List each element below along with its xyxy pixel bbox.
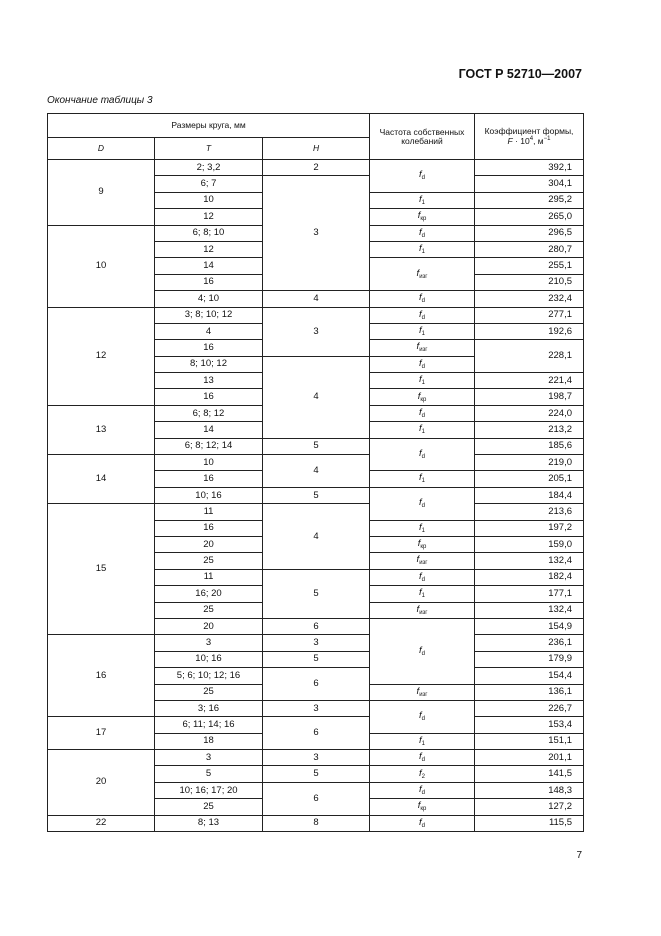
cell-d: 9	[48, 160, 155, 226]
cell-coef: 219,0	[475, 455, 584, 471]
cell-freq: $f_{кр}$	[370, 209, 475, 225]
cell-coef: 115,5	[475, 815, 584, 831]
cell-coef: 201,1	[475, 750, 584, 766]
cell-t: 12	[155, 241, 263, 257]
cell-coef: 177,1	[475, 586, 584, 602]
cell-t: 8; 13	[155, 815, 263, 831]
cell-freq: $f_1$	[370, 422, 475, 438]
cell-freq: $f_1$	[370, 323, 475, 339]
cell-t: 4	[155, 323, 263, 339]
cell-t: 10; 16	[155, 651, 263, 667]
header-shape-coefficient: Коэффициент формы, $F \cdot 10^4$, $м^{-1}$	[475, 114, 584, 160]
cell-coef: 255,1	[475, 258, 584, 274]
cell-coef: 132,4	[475, 553, 584, 569]
cell-freq: $f_1$	[370, 471, 475, 487]
cell-d: 16	[48, 635, 155, 717]
cell-h: 4	[263, 356, 370, 438]
cell-freq: $f_1$	[370, 373, 475, 389]
cell-coef: 192,6	[475, 323, 584, 339]
table-row	[48, 635, 584, 651]
cell-d: 20	[48, 750, 155, 816]
cell-coef: 210,5	[475, 274, 584, 290]
cell-coef: 197,2	[475, 520, 584, 536]
cell-coef: 179,9	[475, 651, 584, 667]
cell-freq: $f_d$	[370, 569, 475, 585]
cell-freq: $f_{кр}$	[370, 799, 475, 815]
cell-t: 16; 20	[155, 586, 263, 602]
cell-coef: 224,0	[475, 405, 584, 421]
cell-coef: 184,4	[475, 487, 584, 503]
header-h: H	[263, 138, 370, 160]
cell-h: 3	[263, 700, 370, 716]
cell-t: 16	[155, 389, 263, 405]
header-frequency: Частота собственных колебаний	[370, 114, 475, 160]
cell-coef: 159,0	[475, 536, 584, 552]
cell-h: 5	[263, 438, 370, 454]
cell-t: 25	[155, 799, 263, 815]
cell-t: 16	[155, 520, 263, 536]
cell-d: 12	[48, 307, 155, 405]
cell-coef: 205,1	[475, 471, 584, 487]
cell-coef: 182,4	[475, 569, 584, 585]
document-code: ГОСТ Р 52710—2007	[458, 67, 582, 81]
cell-t: 18	[155, 733, 263, 749]
cell-coef: 148,3	[475, 782, 584, 798]
table-row	[48, 717, 584, 733]
cell-coef: 154,9	[475, 618, 584, 634]
dimensions-table	[47, 113, 584, 832]
cell-t: 14	[155, 258, 263, 274]
cell-coef: 153,4	[475, 717, 584, 733]
cell-freq: $f_1$	[370, 520, 475, 536]
cell-freq: $f_1$	[370, 192, 475, 208]
cell-coef: 141,5	[475, 766, 584, 782]
cell-freq: $f_d$	[370, 750, 475, 766]
cell-freq: $f_d$	[370, 618, 475, 684]
cell-h: 4	[263, 504, 370, 570]
cell-t: 6; 8; 12; 14	[155, 438, 263, 454]
cell-h: 3	[263, 750, 370, 766]
cell-h: 2	[263, 160, 370, 176]
header-d: D	[48, 138, 155, 160]
cell-t: 25	[155, 553, 263, 569]
cell-coef: 154,4	[475, 668, 584, 684]
cell-t: 13	[155, 373, 263, 389]
cell-freq: $f_{изг}$	[370, 340, 475, 356]
table-row	[48, 307, 584, 323]
cell-t: 6; 8; 12	[155, 405, 263, 421]
header-dimensions-group: Размеры круга, мм	[48, 114, 370, 138]
page-number: 7	[576, 850, 582, 861]
cell-freq: $f_d$	[370, 438, 475, 471]
cell-t: 12	[155, 209, 263, 225]
cell-d: 10	[48, 225, 155, 307]
cell-coef: 295,2	[475, 192, 584, 208]
cell-freq: $f_d$	[370, 160, 475, 193]
cell-t: 20	[155, 618, 263, 634]
cell-freq: $f_d$	[370, 356, 475, 372]
cell-coef: 221,4	[475, 373, 584, 389]
cell-freq: $f_d$	[370, 307, 475, 323]
cell-coef: 151,1	[475, 733, 584, 749]
cell-freq: $f_1$	[370, 586, 475, 602]
cell-coef: 236,1	[475, 635, 584, 651]
cell-t: 3	[155, 635, 263, 651]
cell-h: 5	[263, 569, 370, 618]
cell-d: 15	[48, 504, 155, 635]
cell-t: 6; 7	[155, 176, 263, 192]
cell-freq: $f_{изг}$	[370, 553, 475, 569]
cell-t: 16	[155, 340, 263, 356]
cell-freq: $f_1$	[370, 733, 475, 749]
cell-freq: $f_d$	[370, 782, 475, 798]
cell-t: 5; 6; 10; 12; 16	[155, 668, 263, 684]
cell-t: 11	[155, 569, 263, 585]
cell-h: 4	[263, 455, 370, 488]
table-row	[48, 750, 584, 766]
cell-coef: 280,7	[475, 241, 584, 257]
cell-coef: 232,4	[475, 291, 584, 307]
cell-h: 5	[263, 487, 370, 503]
cell-t: 16	[155, 471, 263, 487]
table-row	[48, 815, 584, 831]
cell-h: 8	[263, 815, 370, 831]
table-row	[48, 455, 584, 471]
cell-d: 14	[48, 455, 155, 504]
cell-freq: $f_{изг}$	[370, 258, 475, 291]
cell-coef: 213,6	[475, 504, 584, 520]
cell-freq: $f_2$	[370, 766, 475, 782]
cell-t: 3; 8; 10; 12	[155, 307, 263, 323]
cell-h: 3	[263, 307, 370, 356]
cell-d: 17	[48, 717, 155, 750]
cell-freq: $f_d$	[370, 405, 475, 421]
cell-h: 5	[263, 766, 370, 782]
cell-coef: 136,1	[475, 684, 584, 700]
cell-freq: $f_{изг}$	[370, 602, 475, 618]
table-caption: Окончание таблицы 3	[47, 95, 153, 106]
cell-t: 3; 16	[155, 700, 263, 716]
table-row	[48, 160, 584, 176]
cell-coef: 185,6	[475, 438, 584, 454]
cell-t: 6; 11; 14; 16	[155, 717, 263, 733]
cell-d: 22	[48, 815, 155, 831]
cell-h: 6	[263, 618, 370, 634]
cell-freq: $f_d$	[370, 815, 475, 831]
cell-coef: 265,0	[475, 209, 584, 225]
cell-t: 14	[155, 422, 263, 438]
cell-h: 3	[263, 635, 370, 651]
cell-h: 3	[263, 176, 370, 291]
cell-t: 16	[155, 274, 263, 290]
cell-t: 10	[155, 455, 263, 471]
cell-coef: 132,4	[475, 602, 584, 618]
cell-t: 10; 16	[155, 487, 263, 503]
cell-freq: $f_d$	[370, 225, 475, 241]
cell-h: 6	[263, 717, 370, 750]
cell-t: 25	[155, 684, 263, 700]
cell-freq: $f_d$	[370, 291, 475, 307]
cell-freq: $f_{кр}$	[370, 536, 475, 552]
cell-coef: 228,1	[475, 340, 584, 373]
cell-d: 13	[48, 405, 155, 454]
header-t: T	[155, 138, 263, 160]
table-row	[48, 504, 584, 520]
cell-t: 2; 3,2	[155, 160, 263, 176]
cell-t: 20	[155, 536, 263, 552]
cell-t: 10; 16; 17; 20	[155, 782, 263, 798]
cell-coef: 213,2	[475, 422, 584, 438]
cell-h: 6	[263, 782, 370, 815]
cell-coef: 304,1	[475, 176, 584, 192]
cell-t: 10	[155, 192, 263, 208]
cell-freq: $f_{кр}$	[370, 389, 475, 405]
cell-h: 6	[263, 668, 370, 701]
cell-t: 5	[155, 766, 263, 782]
cell-coef: 226,7	[475, 700, 584, 716]
cell-t: 8; 10; 12	[155, 356, 263, 372]
cell-coef: 277,1	[475, 307, 584, 323]
cell-freq: $f_{изг}$	[370, 684, 475, 700]
cell-t: 4; 10	[155, 291, 263, 307]
cell-coef: 296,5	[475, 225, 584, 241]
cell-freq: $f_d$	[370, 487, 475, 520]
cell-coef: 127,2	[475, 799, 584, 815]
cell-h: 5	[263, 651, 370, 667]
cell-coef: 198,7	[475, 389, 584, 405]
cell-coef: 392,1	[475, 160, 584, 176]
cell-h: 4	[263, 291, 370, 307]
cell-t: 11	[155, 504, 263, 520]
cell-t: 6; 8; 10	[155, 225, 263, 241]
cell-freq: $f_1$	[370, 241, 475, 257]
cell-freq: $f_d$	[370, 700, 475, 733]
cell-t: 3	[155, 750, 263, 766]
cell-t: 25	[155, 602, 263, 618]
